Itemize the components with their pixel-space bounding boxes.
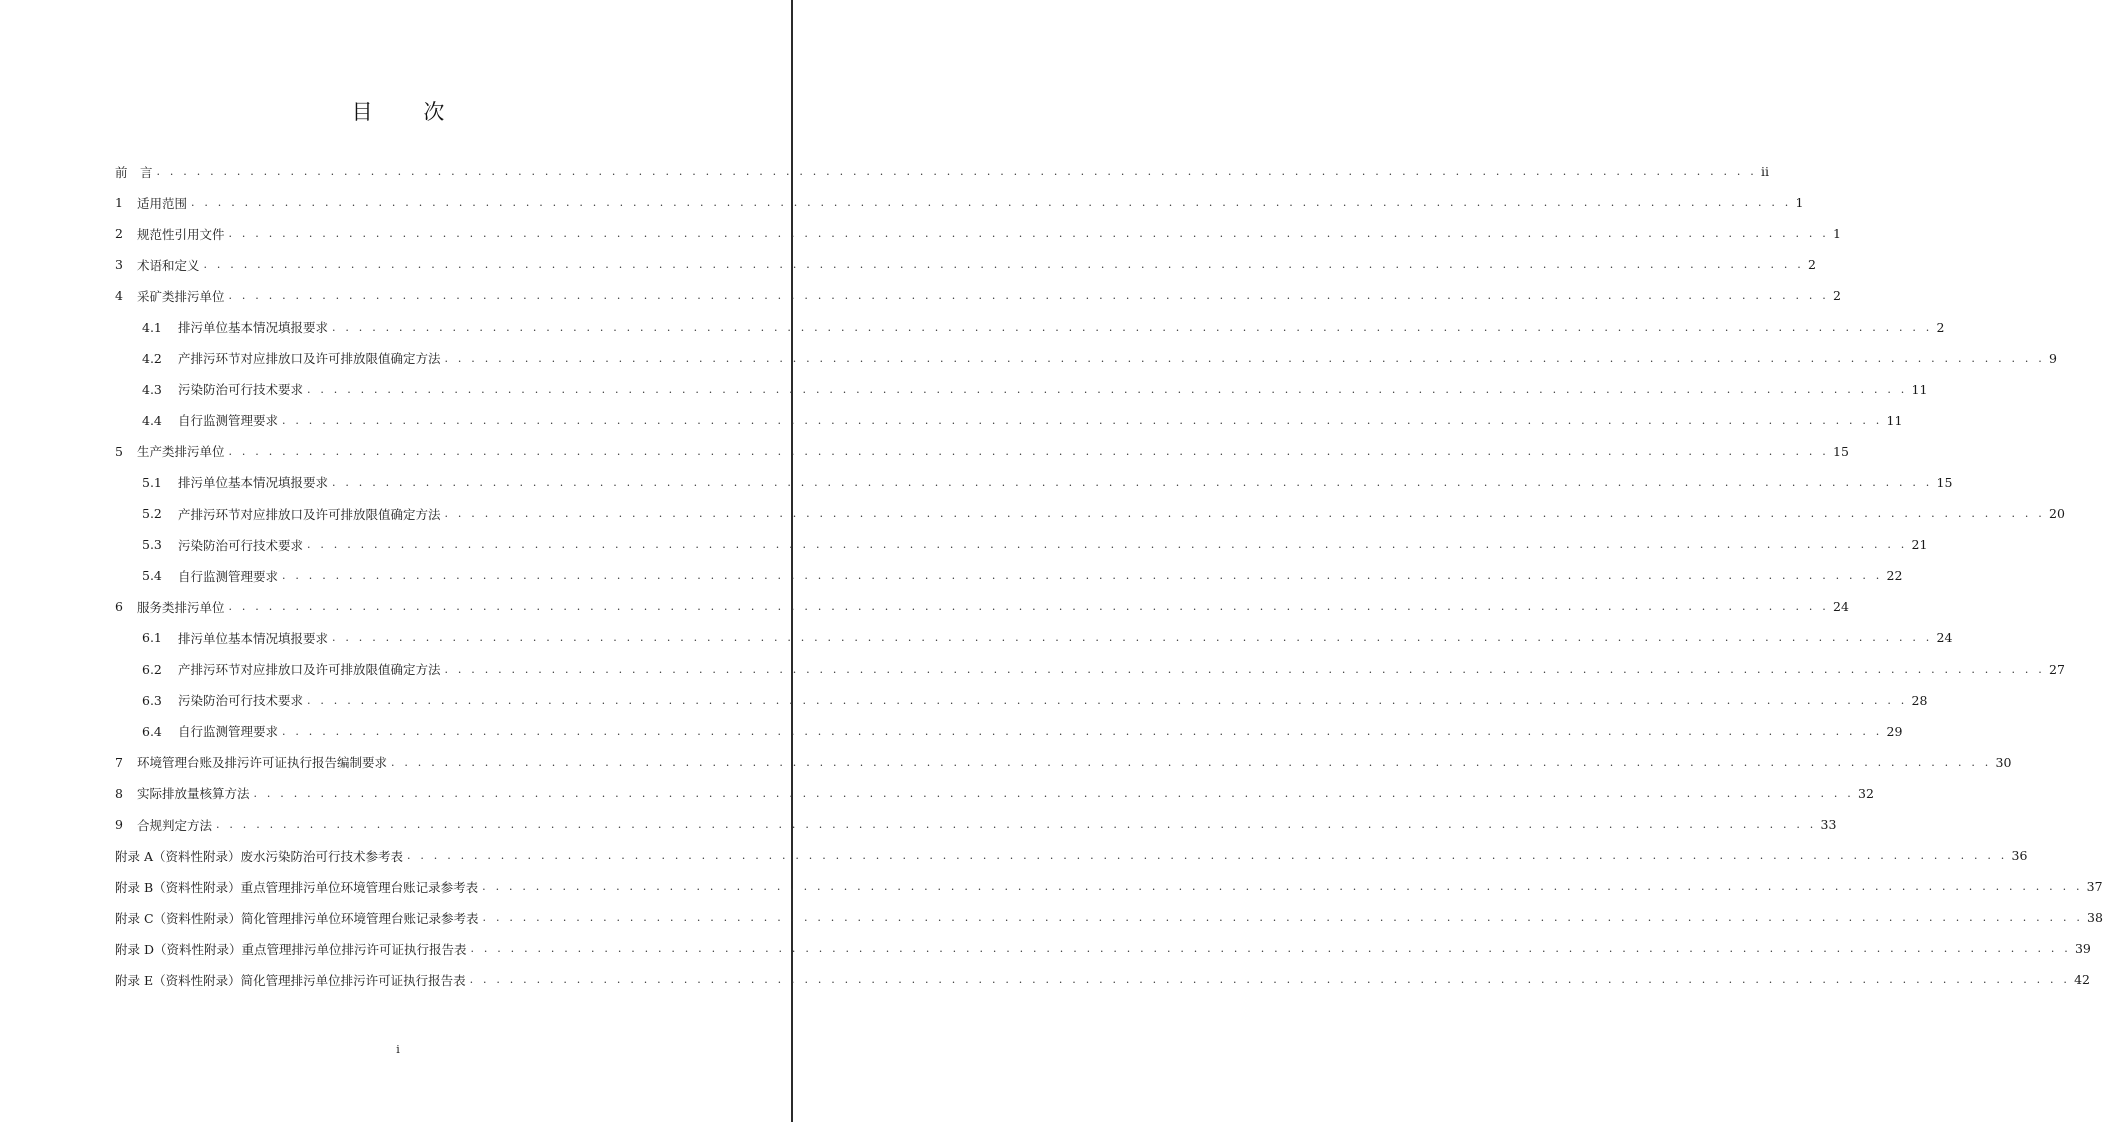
toc-entry-title: 服务类排污单位: [137, 599, 225, 615]
toc-entry-page: ii: [1761, 164, 1769, 180]
toc-entry-page: 11: [1911, 381, 1928, 397]
toc-entry-number: 5.2: [142, 506, 162, 522]
toc-entry[interactable]: [115, 747, 2012, 778]
toc-leader-dots: . . . . . . . . . . . . . . . . . . . . . . . . . . . . . . . . . . . . . . . . . . . . . . . . . . . . . . . . . . . . . . . . . . . . . . . . . . . . . . . . . . . . . . . . . . . . . . . . . . . . . . . . . . . . . . . . . . . . . . . .: [216, 818, 1817, 832]
toc-entry[interactable]: [115, 280, 1841, 311]
toc-entry-page: 22: [1886, 568, 1903, 584]
toc-entry-title: 污染防治可行技术要求: [178, 537, 304, 553]
toc-entry-number: 8: [115, 785, 123, 801]
toc-entry-number: 6.4: [142, 723, 162, 739]
toc-entry-title: 自行监测管理要求: [178, 568, 279, 584]
toc-entry-title: 产排污环节对应排放口及许可排放限值确定方法: [178, 506, 441, 522]
toc-leader-dots: . . . . . . . . . . . . . . . . . . . . . . . . . . . . . . . . . . . . . . . . . . . . . . . . . . . . . . . . . . . . . . . . . . . . . . . . . . . . . . . . . . . . . . . . . . . . . . . . . . . . . . . . . . . . . . . . . . . . . . . .: [444, 507, 2045, 521]
toc-entry-number: 7: [115, 754, 123, 770]
toc-entry-title: 排污单位基本情况填报要求: [178, 320, 329, 336]
toc-entry[interactable]: [115, 498, 2065, 529]
toc-entry[interactable]: [115, 436, 1849, 467]
toc-entry[interactable]: [115, 529, 1928, 560]
toc-leader-dots: . . . . . . . . . . . . . . . . . . . . . . . . . . . . . . . . . . . . . . . . . . . . . . . . . . . . . . . . . . . . . . . . . . . . . . . . . . . . . . . . . . . . . . . . . . . . . . . . . . . . . . . . . . . . . . . . . . . . . . . .: [228, 444, 1829, 458]
toc-entry[interactable]: [115, 902, 2103, 933]
toc-entry-number: 4.1: [142, 319, 162, 335]
toc-entry-page: 11: [1886, 412, 1903, 428]
toc-entry[interactable]: [115, 933, 2091, 964]
toc-leader-dots: . . . . . . . . . . . . . . . . . . . . . . . . . . . . . . . . . . . . . . . . . . . . . . . . . . . . . . . . . . . . . . . . . . . . . . . . . . . . . . . . . . . . . . . . . . . . . . . . . . . . . . . . . . . . . . . . . . . . . . . .: [156, 165, 1757, 179]
toc-entry-page: 28: [1911, 692, 1928, 708]
toc-leader-dots: . . . . . . . . . . . . . . . . . . . . . . . . . . . . . . . . . . . . . . . . . . . . . . . . . . . . . . . . . . . . . . . . . . . . . . . . . . . . . . . . . . . . . . . . . . . . . . . . . . . . . . . . . . . . . . . . . . . . . . . .: [444, 351, 2045, 365]
page-title: 目 次: [351, 100, 467, 124]
toc-leader-dots: . . . . . . . . . . . . . . . . . . . . . . . . . . . . . . . . . . . . . . . . . . . . . . . . . . . . . . . . . . . . . . . . . . . . . . . . . . . . . . . . . . . . . . . . . . . . . . . . . . . . . . . . . . . . . . . . . . . . . . . .: [228, 289, 1829, 303]
toc-entry[interactable]: [115, 654, 2065, 685]
toc-entry[interactable]: [115, 156, 1769, 187]
toc-entry-number: 4.3: [142, 381, 162, 397]
toc-entry-number: 4.2: [142, 350, 162, 366]
toc-entry[interactable]: [115, 374, 1928, 405]
toc-entry[interactable]: [115, 840, 2028, 871]
toc-entry[interactable]: [115, 809, 1837, 840]
toc-entry[interactable]: [115, 343, 2057, 374]
toc-entry-page: 42: [2074, 972, 2090, 988]
toc-entry-number: 3: [115, 257, 123, 273]
toc-entry[interactable]: [115, 591, 1849, 622]
toc-leader-dots: . . . . . . . . . . . . . . . . . . . . . . . . . . . . . . . . . . . . . . . . . . . . . . . . . . . . . . . . . . . . . . . . . . . . . . . . . . . . . . . . . . . . . . . . . . . . . . . . . . . . . . . . . . . . . . . . . . . . . . . .: [332, 320, 1933, 334]
toc-entry-title: 污染防治可行技术要求: [178, 382, 304, 398]
toc-leader-dots: . . . . . . . . . . . . . . . . . . . . . . . . . . . . . . . . . . . . . . . . . . . . . . . . . . . . . . . . . . . . . . . . . . . . . . . . . . . . . . . . . . . . . . . . . . . . . . . . . . . . . . . . . . . . . . . . . . . . . . . .: [282, 724, 1883, 738]
toc-entry-page: 36: [2011, 848, 2028, 864]
toc-entry-page: 24: [1936, 630, 1953, 646]
toc-entry-page: 20: [2049, 506, 2065, 522]
toc-entry-title: 附录 A（资料性附录）废水污染防治可行技术参考表: [115, 848, 404, 864]
toc-entry-number: 5.3: [142, 537, 162, 553]
toc-entry-number: 6: [115, 599, 123, 615]
toc-entry[interactable]: [115, 218, 1841, 249]
toc-leader-dots: . . . . . . . . . . . . . . . . . . . . . . . . . . . . . . . . . . . . . . . . . . . . . . . . . . . . . . . . . . . . . . . . . . . . . . . . . . . . . . . . . . . . . . . . . . . . . . . . . . . . . . . . . . . . . . . . . . . . . . . .: [282, 413, 1883, 427]
toc-entry-title: 前 言: [115, 164, 153, 180]
toc-entry-title: 附录 D（资料性附录）重点管理排污单位排污许可证执行报告表: [115, 941, 467, 957]
toc-entry-number: 9: [115, 817, 123, 833]
toc-entry-page: 15: [1833, 443, 1849, 459]
toc-entry-page: 32: [1858, 785, 1874, 801]
toc-entry-number: 4: [115, 288, 123, 304]
toc-leader-dots: . . . . . . . . . . . . . . . . . . . . . . . . . . . . . . . . . . . . . . . . . . . . . . . . . . . . . . . . . . . . . . . . . . . . . . . . . . . . . . . . . . . . . . . . . . . . . . . . . . . . . . . . . . . . . . . . . . . . . . . .: [307, 693, 1908, 707]
toc-entry-page: 30: [1995, 754, 2012, 770]
toc-leader-dots: . . . . . . . . . . . . . . . . . . . . . . . . . . . . . . . . . . . . . . . . . . . . . . . . . . . . . . . . . . . . . . . . . . . . . . . . . . . . . . . . . . . . . . . . . . . . . . . . . . . . . . . . . . . . . . . . . . . . . . . .: [444, 662, 2045, 676]
toc-entry-title: 环境管理台账及排污许可证执行报告编制要求: [137, 755, 388, 771]
table-of-contents: [115, 156, 2103, 996]
toc-entry-title: 自行监测管理要求: [178, 413, 279, 429]
toc-entry-title: 规范性引用文件: [137, 226, 225, 242]
toc-leader-dots: . . . . . . . . . . . . . . . . . . . . . . . . . . . . . . . . . . . . . . . . . . . . . . . . . . . . . . . . . . . . . . . . . . . . . . . . . . . . . . . . . . . . . . . . . . . . . . . . . . . . . . . . . . . . . . . . . . . . . . . .: [482, 911, 2084, 925]
toc-entry-title: 自行监测管理要求: [178, 724, 279, 740]
toc-entry-page: 29: [1886, 723, 1903, 739]
toc-leader-dots: . . . . . . . . . . . . . . . . . . . . . . . . . . . . . . . . . . . . . . . . . . . . . . . . . . . . . . . . . . . . . . . . . . . . . . . . . . . . . . . . . . . . . . . . . . . . . . . . . . . . . . . . . . . . . . . . . . . . . . . .: [228, 227, 1829, 241]
toc-entry-title: 排污单位基本情况填报要求: [178, 475, 329, 491]
toc-entry-page: 1: [1795, 195, 1804, 211]
toc-entry-title: 适用范围: [137, 195, 188, 211]
toc-entry-number: 5.1: [142, 474, 162, 490]
toc-entry-title: 生产类排污单位: [137, 444, 225, 460]
toc-entry-title: 污染防治可行技术要求: [178, 693, 304, 709]
toc-entry-number: 1: [115, 195, 123, 211]
toc-entry-number: 4.4: [142, 412, 162, 428]
toc-entry-title: 排污单位基本情况填报要求: [178, 630, 329, 646]
toc-entry-page: 2: [1833, 288, 1841, 304]
toc-leader-dots: . . . . . . . . . . . . . . . . . . . . . . . . . . . . . . . . . . . . . . . . . . . . . . . . . . . . . . . . . . . . . . . . . . . . . . . . . . . . . . . . . . . . . . . . . . . . . . . . . . . . . . . . . . . . . . . . . . . . . . . .: [332, 475, 1933, 489]
toc-entry-number: 2: [115, 226, 123, 242]
toc-entry[interactable]: [115, 778, 1874, 809]
toc-entry-title: 产排污环节对应排放口及许可排放限值确定方法: [178, 351, 441, 367]
toc-entry-page: 33: [1820, 817, 1837, 833]
toc-entry-page: 37: [2086, 879, 2103, 895]
toc-leader-dots: . . . . . . . . . . . . . . . . . . . . . . . . . . . . . . . . . . . . . . . . . . . . . . . . . . . . . . . . . . . . . . . . . . . . . . . . . . . . . . . . . . . . . . . . . . . . . . . . . . . . . . . . . . . . . . . . . . . . . . . .: [203, 258, 1804, 272]
toc-entry-page: 15: [1936, 474, 1953, 490]
toc-entry-title: 附录 B（资料性附录）重点管理排污单位环境管理台账记录参考表: [115, 879, 479, 895]
page-number: i: [396, 1043, 400, 1056]
toc-entry-title: 附录 C（资料性附录）简化管理排污单位环境管理台账记录参考表: [115, 910, 479, 926]
toc-entry[interactable]: [115, 405, 1903, 436]
toc-leader-dots: . . . . . . . . . . . . . . . . . . . . . . . . . . . . . . . . . . . . . . . . . . . . . . . . . . . . . . . . . . . . . . . . . . . . . . . . . . . . . . . . . . . . . . . . . . . . . . . . . . . . . . . . . . . . . . . . . . . . . . . .: [391, 755, 1992, 769]
toc-entry-number: 6.1: [142, 630, 162, 646]
toc-entry-title: 合规判定方法: [137, 817, 213, 833]
toc-leader-dots: . . . . . . . . . . . . . . . . . . . . . . . . . . . . . . . . . . . . . . . . . . . . . . . . . . . . . . . . . . . . . . . . . . . . . . . . . . . . . . . . . . . . . . . . . . . . . . . . . . . . . . . . . . . . . . . . . . . . . . . .: [282, 569, 1883, 583]
toc-entry-title: 采矿类排污单位: [137, 288, 225, 304]
toc-entry-number: 5.4: [142, 568, 162, 584]
toc-entry-page: 9: [2049, 350, 2057, 366]
toc-entry[interactable]: [115, 871, 2103, 902]
toc-entry-number: 6.2: [142, 661, 162, 677]
toc-entry-page: 24: [1833, 599, 1849, 615]
toc-leader-dots: . . . . . . . . . . . . . . . . . . . . . . . . . . . . . . . . . . . . . . . . . . . . . . . . . . . . . . . . . . . . . . . . . . . . . . . . . . . . . . . . . . . . . . . . . . . . . . . . . . . . . . . . . . . . . . . . . . . . . . . .: [253, 786, 1854, 800]
toc-entry-title: 产排污环节对应排放口及许可排放限值确定方法: [178, 662, 441, 678]
toc-entry[interactable]: [115, 311, 1945, 342]
toc-entry-page: 27: [2049, 661, 2065, 677]
toc-leader-dots: . . . . . . . . . . . . . . . . . . . . . . . . . . . . . . . . . . . . . . . . . . . . . . . . . . . . . . . . . . . . . . . . . . . . . . . . . . . . . . . . . . . . . . . . . . . . . . . . . . . . . . . . . . . . . . . . . . . . . . . .: [307, 538, 1908, 552]
toc-entry-page: 2: [1936, 319, 1945, 335]
toc-leader-dots: . . . . . . . . . . . . . . . . . . . . . . . . . . . . . . . . . . . . . . . . . . . . . . . . . . . . . . . . . . . . . . . . . . . . . . . . . . . . . . . . . . . . . . . . . . . . . . . . . . . . . . . . . . . . . . . . . . . . . . . .: [407, 849, 2008, 863]
toc-leader-dots: . . . . . . . . . . . . . . . . . . . . . . . . . . . . . . . . . . . . . . . . . . . . . . . . . . . . . . . . . . . . . . . . . . . . . . . . . . . . . . . . . . . . . . . . . . . . . . . . . . . . . . . . . . . . . . . . . . . . . . . .: [470, 942, 2071, 956]
toc-entry-page: 21: [1911, 537, 1928, 553]
toc-entry-title: 术语和定义: [137, 257, 200, 273]
toc-entry[interactable]: [115, 187, 1804, 218]
toc-leader-dots: . . . . . . . . . . . . . . . . . . . . . . . . . . . . . . . . . . . . . . . . . . . . . . . . . . . . . . . . . . . . . . . . . . . . . . . . . . . . . . . . . . . . . . . . . . . . . . . . . . . . . . . . . . . . . . . . . . . . . . . .: [191, 196, 1792, 210]
toc-entry[interactable]: [115, 685, 1928, 716]
toc-entry-page: 1: [1833, 226, 1841, 242]
toc-entry-page: 39: [2074, 941, 2091, 957]
toc-leader-dots: . . . . . . . . . . . . . . . . . . . . . . . . . . . . . . . . . . . . . . . . . . . . . . . . . . . . . . . . . . . . . . . . . . . . . . . . . . . . . . . . . . . . . . . . . . . . . . . . . . . . . . . . . . . . . . . . . . . . . . . .: [307, 382, 1908, 396]
toc-entry-title: 实际排放量核算方法: [137, 786, 250, 802]
toc-entry-number: 6.3: [142, 692, 162, 708]
toc-entry[interactable]: [115, 560, 1903, 591]
toc-entry[interactable]: [115, 964, 2090, 995]
toc-entry[interactable]: [115, 716, 1903, 747]
toc-leader-dots: . . . . . . . . . . . . . . . . . . . . . . . . . . . . . . . . . . . . . . . . . . . . . . . . . . . . . . . . . . . . . . . . . . . . . . . . . . . . . . . . . . . . . . . . . . . . . . . . . . . . . . . . . . . . . . . . . . . . . . . .: [469, 973, 2071, 987]
toc-entry-page: 38: [2087, 910, 2103, 926]
toc-entry[interactable]: [115, 249, 1816, 280]
toc-entry-number: 5: [115, 443, 123, 459]
toc-entry-page: 2: [1808, 257, 1816, 273]
toc-entry-title: 附录 E（资料性附录）简化管理排污单位排污许可证执行报告表: [115, 972, 466, 988]
toc-entry[interactable]: [115, 467, 1953, 498]
toc-leader-dots: . . . . . . . . . . . . . . . . . . . . . . . . . . . . . . . . . . . . . . . . . . . . . . . . . . . . . . . . . . . . . . . . . . . . . . . . . . . . . . . . . . . . . . . . . . . . . . . . . . . . . . . . . . . . . . . . . . . . . . . .: [332, 631, 1933, 645]
toc-leader-dots: . . . . . . . . . . . . . . . . . . . . . . . . . . . . . . . . . . . . . . . . . . . . . . . . . . . . . . . . . . . . . . . . . . . . . . . . . . . . . . . . . . . . . . . . . . . . . . . . . . . . . . . . . . . . . . . . . . . . . . . .: [482, 880, 2083, 894]
toc-entry[interactable]: [115, 622, 1953, 653]
toc-leader-dots: . . . . . . . . . . . . . . . . . . . . . . . . . . . . . . . . . . . . . . . . . . . . . . . . . . . . . . . . . . . . . . . . . . . . . . . . . . . . . . . . . . . . . . . . . . . . . . . . . . . . . . . . . . . . . . . . . . . . . . . .: [228, 600, 1829, 614]
